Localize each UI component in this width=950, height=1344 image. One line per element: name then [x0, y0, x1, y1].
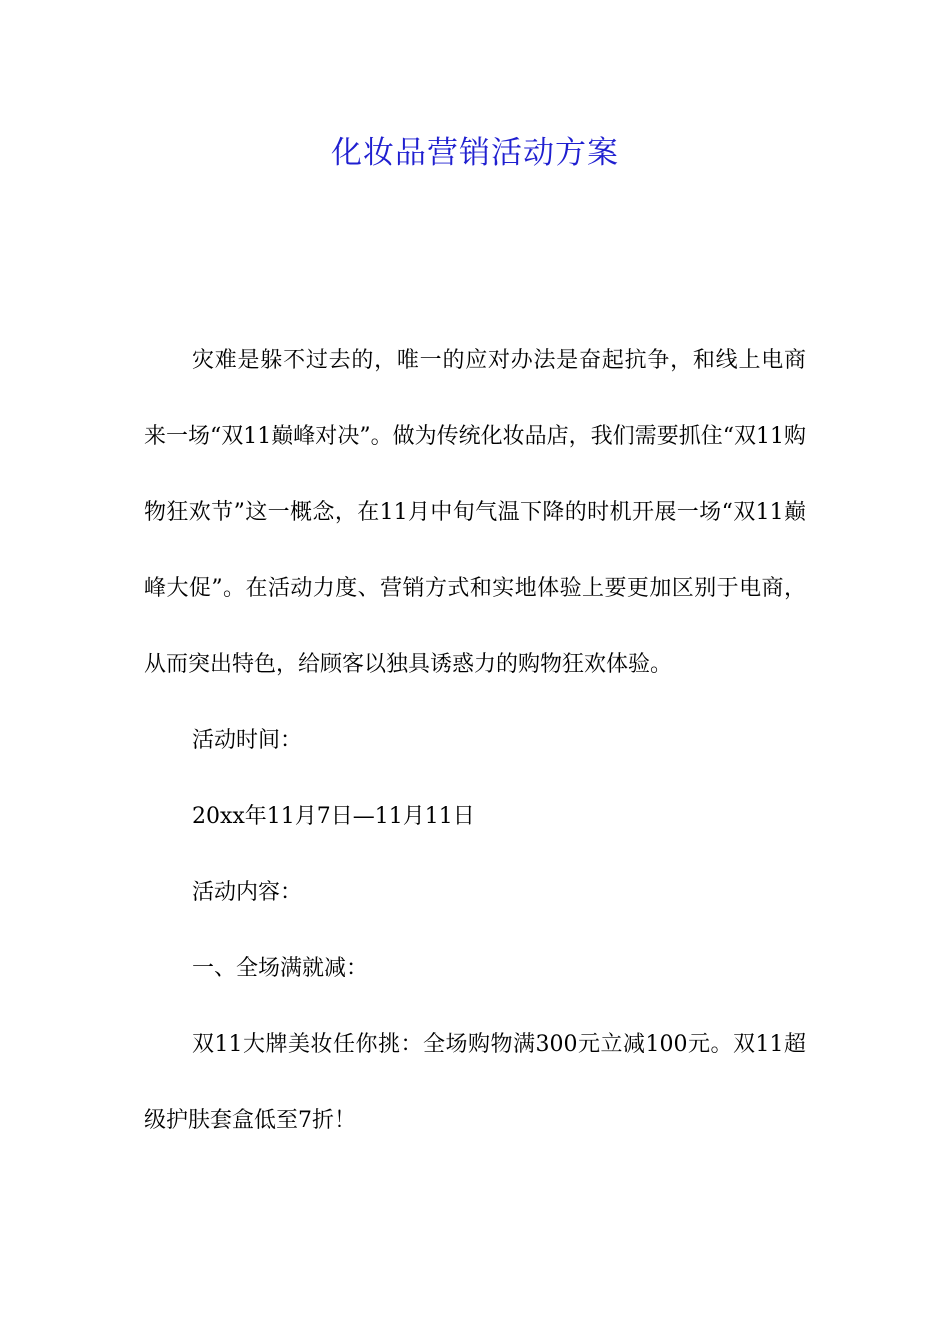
document-body: [144, 342, 806, 1178]
activity-content-heading: 活动内容：: [192, 880, 303, 905]
section-one-heading: 一、全场满就减：: [192, 956, 369, 981]
document-title: 化妆品营销活动方案: [331, 135, 619, 171]
section-one-paragraph: 双11大牌美妆任你挑：全场购物满300元立减100元。双11超级护肤套盒低至7折！: [144, 1032, 806, 1133]
intro-paragraph: 灾难是躲不过去的，唯一的应对办法是奋起抗争，和线上电商来一场“双11巅峰对决”。做为传统化妆品店，我们需要抓住“双11购物狂欢节”这一概念，在11月中旬气温下降的时机开展一场“双11巅峰大促”。在活动力度、营销方式和实地体验上要更加区别于电商，从而突出特色，给顾客以独具诱惑力的购物狂欢体验。: [144, 348, 807, 677]
activity-time-value: 20xx年11月7日—11月11日: [192, 804, 475, 829]
activity-time-heading: 活动时间：: [192, 728, 303, 753]
